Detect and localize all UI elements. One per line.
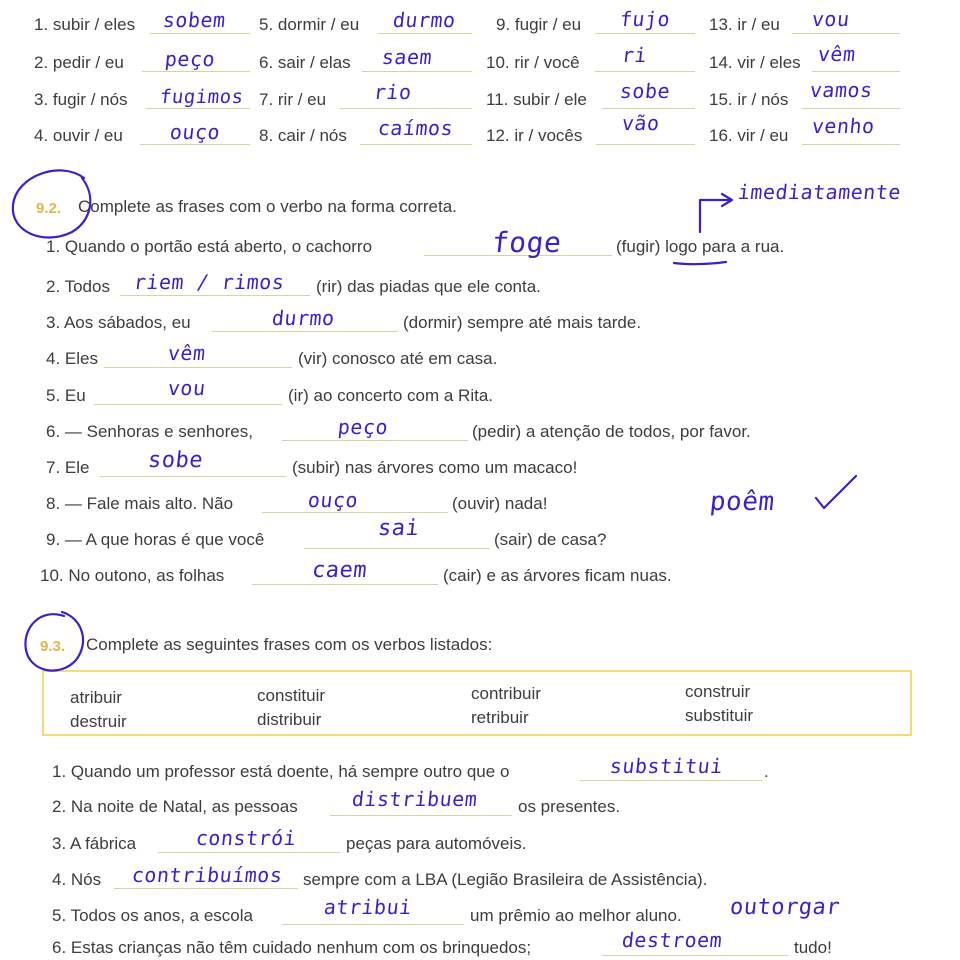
sentence-pre: 1. Quando o portão está aberto, o cachorro — [46, 237, 373, 256]
sentence-post: (ouvir) nada! — [452, 494, 548, 513]
sentence-post: (fugir) logo para a rua. — [616, 237, 785, 256]
ex91-answer: saem — [380, 45, 434, 69]
sentence-post: (vir) conosco até em casa. — [298, 349, 498, 368]
ex91-answer: vou — [810, 7, 851, 31]
ex91-prompt: 8. cair / nós — [259, 126, 347, 145]
sentence-pre: 3. Aos sábados, eu — [46, 313, 191, 332]
sentence-answer: sobe — [146, 448, 205, 473]
sentence-answer: substitui — [608, 754, 725, 778]
sentence-pre: 10. No outono, as folhas — [40, 566, 225, 585]
ex91-prompt: 3. fugir / nós — [34, 90, 128, 109]
ex91-answer: fujo — [618, 7, 672, 31]
sentence-answer: caem — [310, 558, 369, 583]
sentence-post: (sair) de casa? — [494, 530, 607, 549]
sentence-pre: 8. — Fale mais alto. Não — [46, 494, 234, 513]
word-bank-item: atribuir — [70, 688, 122, 707]
word-bank-item: destruir — [70, 712, 127, 731]
ex91-answer: fugimos — [158, 86, 245, 108]
check-icon — [816, 476, 856, 508]
sentence-pre: 5. Eu — [46, 386, 86, 405]
ex91-answer: peço — [163, 47, 217, 71]
section-title: Complete as frases com o verbo na forma correta. — [78, 197, 457, 216]
sentence-pre: 2. Todos — [46, 277, 110, 296]
ex91-answer: durmo — [391, 8, 457, 32]
ex91-prompt: 9. fugir / eu — [496, 15, 582, 34]
word-bank-item: distribuir — [257, 710, 322, 729]
ex91-prompt: 13. ir / eu — [709, 15, 780, 34]
word-bank-item: substituir — [685, 706, 754, 725]
sentence-answer: riem / rimos — [132, 270, 286, 294]
sentence-pre: 6. — Senhoras e senhores, — [46, 422, 253, 441]
ex91-answer: venho — [810, 114, 876, 138]
sentence-answer: constrói — [194, 826, 298, 850]
word-bank-item: retribuir — [471, 708, 529, 727]
sentence-post: sempre com a LBA (Legião Brasileira de Assistência). — [303, 870, 708, 889]
word-bank — [42, 670, 912, 736]
ex91-answer: sobe — [618, 79, 672, 103]
ex91-answer: vão — [620, 111, 661, 135]
ex91-prompt: 4. ouvir / eu — [34, 126, 123, 145]
ex91-answer: rio — [372, 80, 413, 104]
word-bank-item: constituir — [257, 686, 326, 705]
ex91-prompt: 11. subir / ele — [486, 90, 587, 109]
section-title: Complete as seguintes frases com os verbos listados: — [86, 635, 493, 654]
sentence-pre: 2. Na noite de Natal, as pessoas — [52, 797, 298, 816]
sentence-post: os presentes. — [518, 797, 621, 816]
ex91-answer: caímos — [376, 116, 455, 140]
ex91-answer: vêm — [816, 42, 857, 66]
sentence-post: um prêmio ao melhor aluno. — [470, 906, 682, 925]
sentence-pre: 9. — A que horas é que você — [46, 530, 265, 549]
sentence-answer: vou — [166, 376, 207, 400]
section-number: 9.2. — [36, 200, 62, 217]
side-note: outorgar — [728, 895, 842, 920]
sentence-pre: 5. Todos os anos, a escola — [52, 906, 253, 925]
sentence-post: (rir) das piadas que ele conta. — [316, 277, 541, 296]
sentence-pre: 4. Eles — [46, 349, 98, 368]
sentence-post: . — [764, 762, 769, 781]
sentence-pre: 4. Nós — [52, 870, 102, 889]
ex91-prompt: 7. rir / eu — [259, 90, 327, 109]
ex91-prompt: 12. ir / vocês — [486, 126, 583, 145]
sentence-pre: 6. Estas crianças não têm cuidado nenhum com os brinquedos; — [52, 938, 532, 957]
sentence-pre: 1. Quando um professor está doente, há sempre outro que o — [52, 762, 510, 781]
sentence-answer: distribuem — [350, 787, 479, 811]
ex91-prompt: 14. vir / eles — [709, 53, 801, 72]
sentence-post: (subir) nas árvores como um macaco! — [292, 458, 578, 477]
sentence-post: (pedir) a atenção de todos, por favor. — [472, 422, 751, 441]
sentence-answer: contribuímos — [130, 863, 284, 887]
sentence-answer: sai — [376, 516, 421, 541]
word-bank-item: contribuir — [471, 684, 541, 703]
sentence-answer: destroem — [620, 928, 724, 952]
ex91-answer: vamos — [808, 78, 874, 102]
ex91-prompt: 15. ir / nós — [709, 90, 789, 109]
side-note: poêm — [708, 487, 777, 517]
underline-logo — [674, 262, 726, 264]
sentence-pre: 7. Ele — [46, 458, 90, 477]
ex91-prompt: 6. sair / elas — [259, 53, 351, 72]
ex91-prompt: 5. dormir / eu — [259, 15, 360, 34]
sentence-answer: ouço — [306, 488, 360, 512]
ex91-prompt: 2. pedir / eu — [34, 53, 124, 72]
sentence-post: (dormir) sempre até mais tarde. — [403, 313, 642, 332]
ex91-prompt: 16. vir / eu — [709, 126, 789, 145]
sentence-pre: 3. A fábrica — [52, 834, 137, 853]
sentence-answer: peço — [336, 415, 390, 439]
section-number: 9.3. — [40, 638, 66, 655]
sentence-post: (cair) e as árvores ficam nuas. — [443, 566, 672, 585]
word-bank-item: construir — [685, 682, 751, 701]
margin-note: imediatamente — [736, 180, 903, 204]
sentence-answer: atribui — [322, 895, 414, 919]
ex91-prompt: 10. rir / você — [486, 53, 580, 72]
sentence-answer: durmo — [270, 306, 336, 330]
sentence-answer: foge — [490, 226, 564, 259]
ex91-answer: ri — [620, 43, 649, 67]
sentence-post: peças para automóveis. — [346, 834, 527, 853]
sentence-post: tudo! — [794, 938, 832, 957]
ex91-prompt: 1. subir / eles — [34, 15, 136, 34]
arrow-icon — [700, 200, 730, 232]
sentence-post: (ir) ao concerto com a Rita. — [288, 386, 494, 405]
ex91-answer: ouço — [168, 120, 222, 144]
sentence-answer: vêm — [166, 341, 207, 365]
ex91-answer: sobem — [161, 8, 227, 32]
